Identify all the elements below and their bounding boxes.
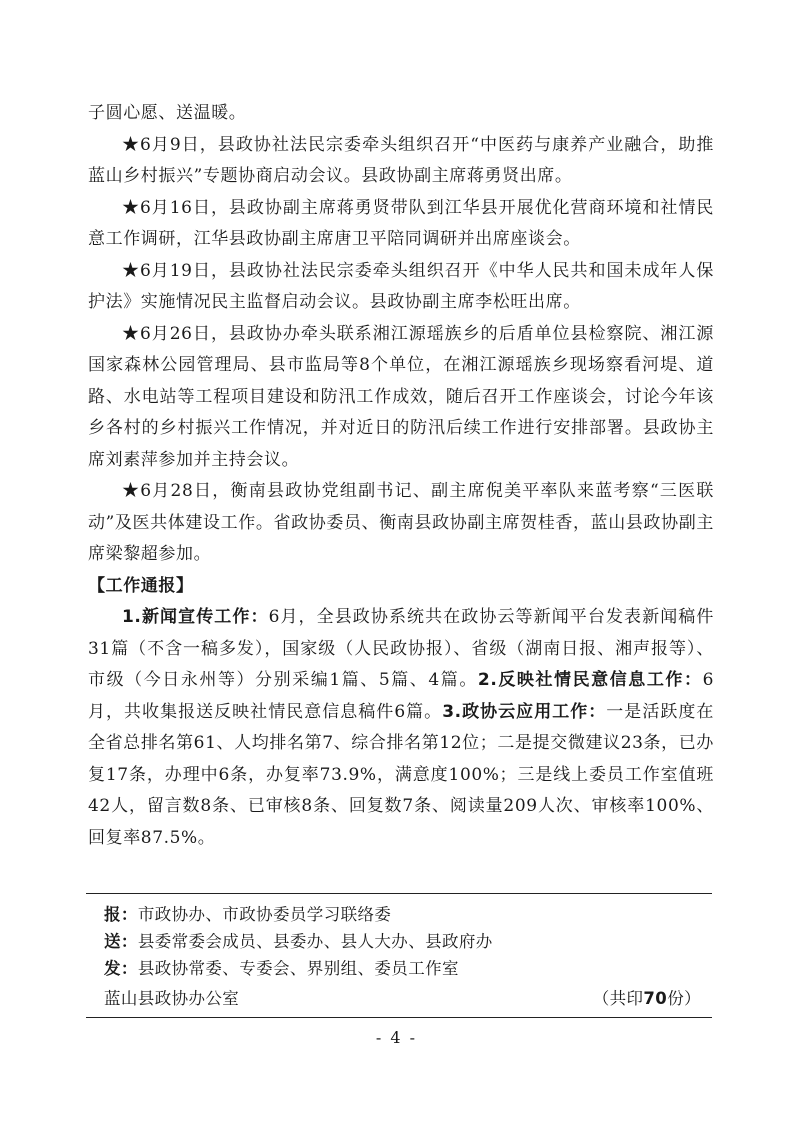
send-recipients: 县委常委会成员、县委办、县人大办、县政府办 — [137, 932, 493, 951]
send-label: 送： — [104, 932, 138, 951]
report-item2-text: 6月，共收集报送反映社情民意信息稿件6篇。 — [88, 670, 714, 722]
issuing-office: 蓝山县政协办公室 — [104, 989, 240, 1008]
issue-label: 发： — [104, 959, 138, 978]
print-copies — [593, 986, 701, 1012]
copies-prefix: （共印 — [592, 989, 644, 1008]
report-recipients: 市政协办、市政协委员学习联络委 — [137, 905, 392, 924]
copies-number: 70 — [643, 989, 668, 1008]
page-number: - 4 - — [375, 1028, 418, 1047]
report-item3-text: 一是活跃度在全省总排名第61、人均排名第7、综合排名第12位；二是提交微建议23条，已办复17条，办理中6条，办复率73.9%，满意度100%；三是线上委员工作室值班42人，留言数8条、已审核8条、回复数7条、阅读量209人次、审核率100%、回复率87.5%。 — [88, 701, 714, 848]
report-item2-title: 2.反映社情民意信息工作： — [477, 670, 703, 690]
distribution-report-line — [104, 902, 704, 928]
continued-paragraph: 子圆心愿、送温暖。 — [88, 103, 247, 123]
footer-bottom-divider — [86, 1017, 712, 1018]
report-label: 报： — [104, 905, 138, 924]
event-paragraph-june-19: ★6月19日，县政协社法民宗委牵头组织召开《中华人民共和国未成年人保护法》实施情况民主监督启动会议。县政协副主席李松旺出席。 — [88, 260, 714, 312]
event-paragraph-june-9: ★6月9日，县政协社法民宗委牵头组织召开“中医药与康养产业融合，助推蓝山乡村振兴”专题协商启动会议。县政协副主席蒋勇贤出席。 — [88, 134, 714, 186]
report-item3-title: 3.政协云应用工作： — [442, 701, 607, 722]
distribution-issue-line — [104, 956, 704, 982]
event-paragraph-june-16: ★6月16日，县政协副主席蒋勇贤带队到江华县开展优化营商环境和社情民意工作调研，江华县政协副主席唐卫平陪同调研并出席座谈会。 — [88, 197, 714, 249]
event-paragraph-june-28: ★6月28日，衡南县政协党组副书记、副主席倪美平率队来蓝考察“三医联动”及医共体建设工作。省政协委员、衡南县政协副主席贺桂香，蓝山县政协副主席梁黎超参加。 — [88, 481, 714, 564]
report-item1-title: 1.新闻宣传工作： — [122, 607, 269, 627]
work-report-paragraph — [88, 602, 714, 854]
section-heading-work-report: 【工作通报】 — [88, 575, 194, 596]
event-paragraph-june-26: ★6月26日，县政协办牵头联系湘江源瑶族乡的后盾单位县检察院、湘江源国家森林公园管理局、县市监局等8个单位，在湘江源瑶族乡现场察看河堤、道路、水电站等工程项目建设和防汛工作成效，随后召开工作座谈会，讨论今年该乡各村的乡村振兴工作情况，并对近日的防汛后续工作进行安排部署。县政协主席刘素萍参加并主持会议。 — [88, 323, 714, 470]
document-body — [88, 98, 714, 854]
issue-recipients: 县政协常委、专委会、界别组、委员工作室 — [137, 959, 459, 978]
report-item1-text: 6月，全县政协系统共在政协云等新闻平台发表新闻稿件31篇（不含一稿多发），国家级（人民政协报）、省级（湖南日报、湘声报等）、市级（今日永州等）分别采编1篇、5篇、4篇。 — [88, 607, 714, 690]
footer-top-divider — [86, 893, 712, 894]
copies-suffix: 份） — [667, 989, 701, 1008]
distribution-send-line — [104, 929, 704, 955]
